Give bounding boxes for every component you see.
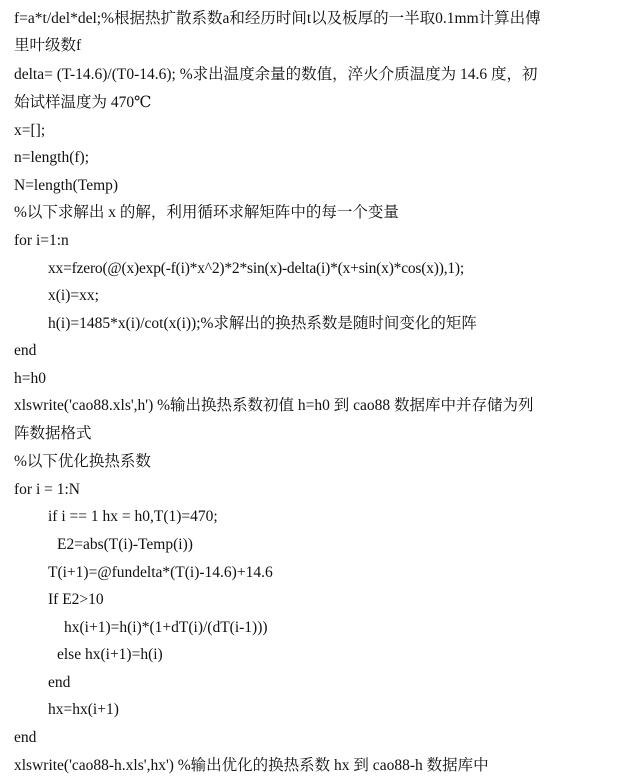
code-line-9: for i=1:n [14,232,69,249]
code-line-19: if i == 1 hx = h0,T(1)=470; [48,508,218,525]
code-line-22: If E2>10 [48,591,104,608]
code-line-23: hx(i+1)=h(i)*(1+dT(i)/(dT(i-1))) [64,619,268,636]
code-line-10: xx=fzero(@(x)exp(-f(i)*x^2)*2*sin(x)-delta(i)*(x+sin(x)*cos(x)),1); [48,260,464,277]
code-line-21: T(i+1)=@fundelta*(T(i)-14.6)+14.6 [48,564,273,581]
code-line-27: end [14,729,37,746]
code-line-1: f=a*t/del*del;%根据热扩散系数a和经历时间t以及板厚的一半取0.1mm计算出傅 [14,10,541,27]
code-line-20: E2=abs(T(i)-Temp(i)) [57,536,193,553]
code-line-3: delta= (T-14.6)/(T0-14.6); %求出温度余量的数值，淬火介质温度为 14.6 度，初 [14,66,538,83]
code-line-5: x=[]; [14,122,46,139]
code-line-28: xlswrite('cao88-h.xls',hx') %输出优化的换热系数 hx 到 cao88-h 数据库中 [14,757,489,774]
code-line-13: end [14,342,37,359]
code-line-11: x(i)=xx; [48,287,99,304]
code-line-25: end [48,674,71,691]
code-line-26: hx=hx(i+1) [48,701,119,718]
code-line-17: %以下优化换热系数 [14,453,151,470]
code-line-18: for i = 1:N [14,481,80,498]
code-line-8: %以下求解出 x 的解，利用循环求解矩阵中的每一个变量 [14,204,399,221]
code-line-24: else hx(i+1)=h(i) [57,646,163,663]
code-line-16: 阵数据格式 [14,425,92,442]
code-line-4: 始试样温度为 470℃ [14,94,152,111]
code-line-7: N=length(Temp) [14,177,119,194]
code-line-12: h(i)=1485*x(i)/cot(x(i));%求解出的换热系数是随时间变化的矩阵 [48,315,477,332]
code-line-14: h=h0 [14,370,46,387]
code-line-6: n=length(f); [14,149,90,166]
code-line-2: 里叶级数f [14,37,82,54]
code-line-15: xlswrite('cao88.xls',h') %输出换热系数初值 h=h0 到 cao88 数据库中并存储为列 [14,397,534,414]
